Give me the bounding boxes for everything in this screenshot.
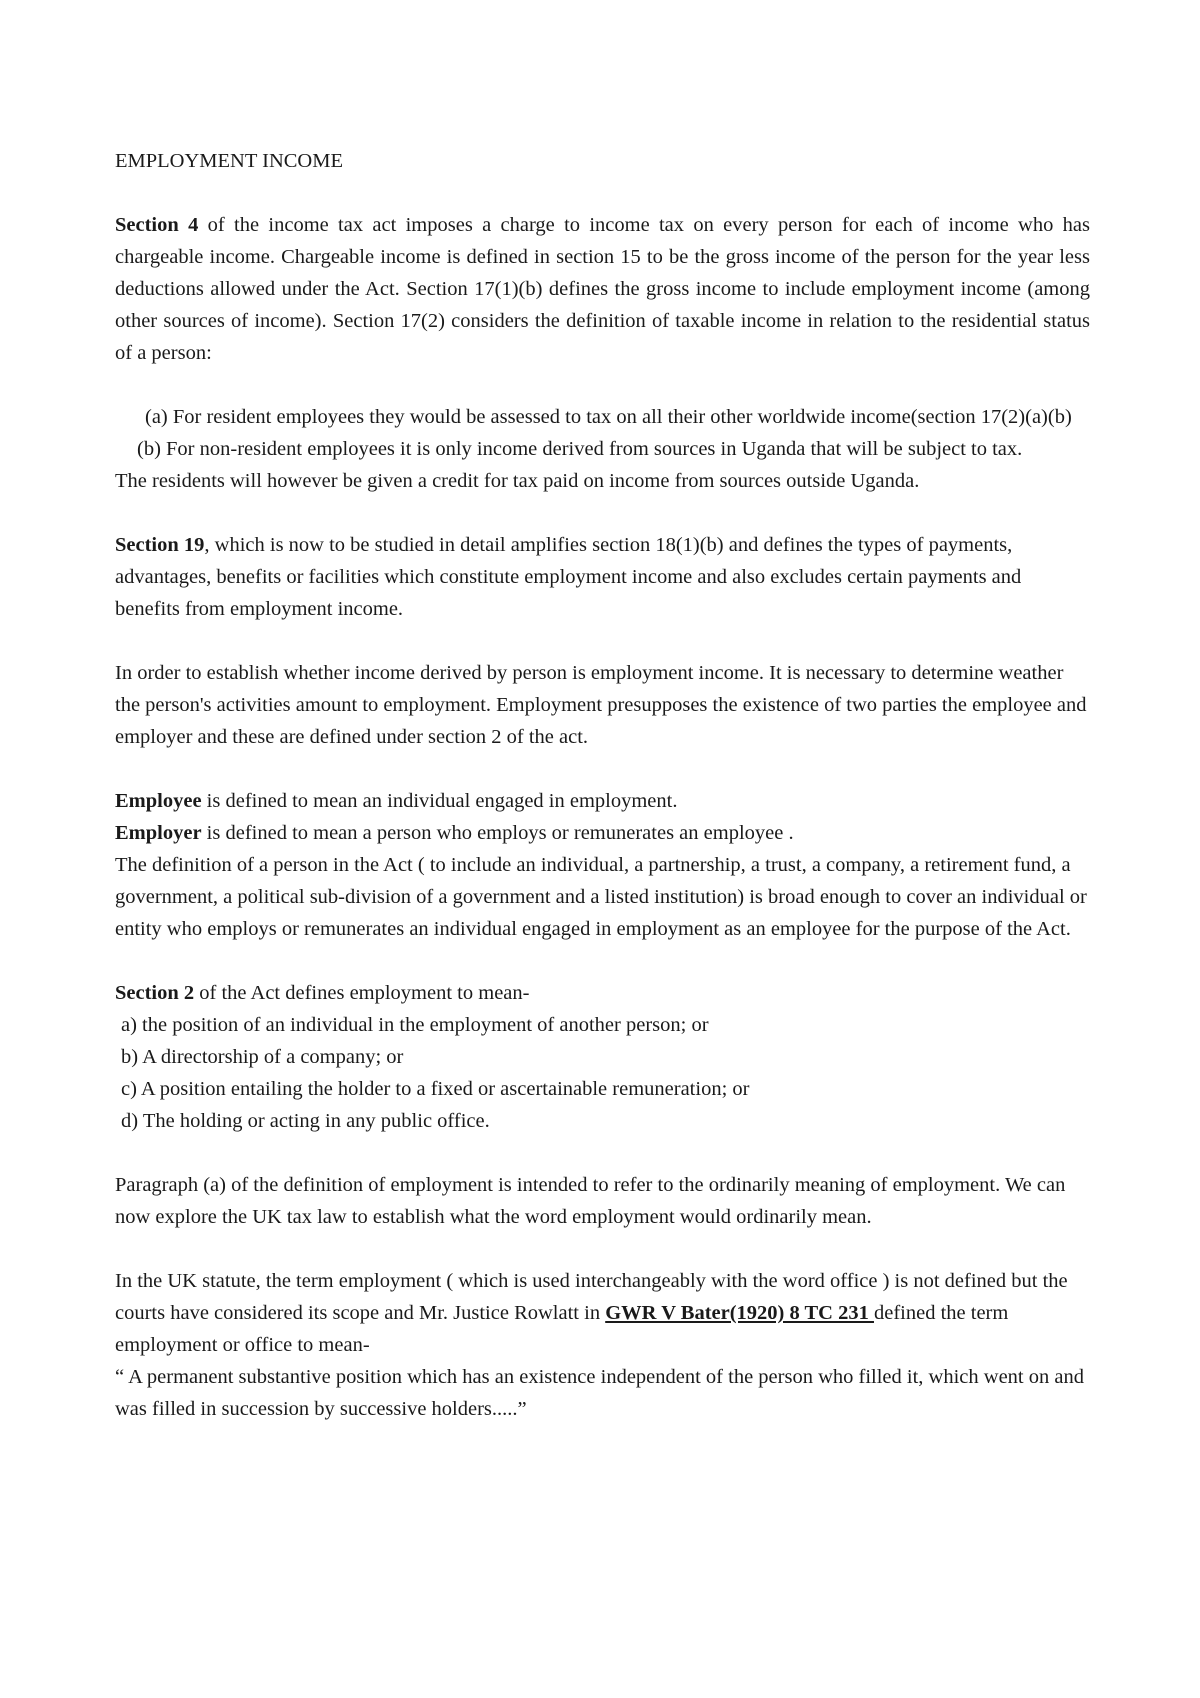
employer-text: is defined to mean a person who employs or remunerates an employee . (201, 822, 794, 844)
paragraph-uk-law: Paragraph (a) of the definition of employment is intended to refer to the ordinarily meaning of employment. We can now explore the UK tax law to establish what the word employment would ordinarily mean. (115, 1174, 1066, 1228)
paragraph-section-4 (115, 209, 1090, 369)
document-title: EMPLOYMENT INCOME (115, 150, 343, 172)
paragraph-uk-statute (115, 1265, 1090, 1361)
employee-definition (115, 785, 1090, 817)
residents-note: The residents will however be given a credit for tax paid on income from sources outside Uganda. (115, 470, 920, 492)
employer-definition (115, 817, 1090, 849)
employee-text: is defined to mean an individual engaged in employment. (201, 790, 678, 812)
person-definition: The definition of a person in the Act ( to include an individual, a partnership, a trust, a company, a retirement fund, a government, a political sub-division of a government and a listed institution) is broad enough to cover an individual or entity who employs or remunerates an individual engaged in employment as an employee for the purpose of the Act. (115, 854, 1087, 940)
case-citation: GWR V Bater(1920) 8 TC 231 (605, 1302, 874, 1324)
employer-label: Employer (115, 822, 202, 844)
section-2-intro (115, 977, 1090, 1009)
paragraph-section-19 (115, 529, 1090, 625)
definition-item-c: c) A position entailing the holder to a fixed or ascertainable remuneration; or (121, 1078, 750, 1100)
list-item-non-resident: (b) For non-resident employees it is only income derived from sources in Uganda that will be subject to tax. (137, 438, 1023, 460)
paragraph-employment-test: In order to establish whether income derived by person is employment income. It is necessary to determine weather the person's activities amount to employment. Employment presupposes the existence of two parties the employee and employer and these are defined under section 2 of the act. (115, 662, 1087, 748)
definition-item-a: a) the position of an individual in the employment of another person; or (121, 1014, 709, 1036)
employee-label: Employee (115, 790, 202, 812)
section-19-label: Section 19 (115, 534, 205, 556)
section-4-label: Section 4 (115, 214, 199, 236)
definition-item-d: d) The holding or acting in any public office. (121, 1110, 490, 1132)
uk-statute-text: In the UK statute, the term employment ( which is used interchangeably with the word office ) is not defined but the courts have considered its scope and Mr. Justice Rowlatt in (115, 1270, 1068, 1324)
section-19-text: , which is now to be studied in detail amplifies section 18(1)(b) and defines the types of payments, advantages, benefits or facilities which constitute employment income and also excludes certain payments and benefits from employment income. (115, 534, 1022, 620)
section-2-label: Section 2 (115, 982, 195, 1004)
section-4-text: of the income tax act imposes a charge to income tax on every person for each of income who has chargeable income. Chargeable income is defined in section 15 to be the gross income of the person for the year less deductions allowed under the Act. Section 17(1)(b) defines the gross income to include employment income (among other sources of income). Section 17(2) considers the definition of taxable income in relation to the residential status of a person: (115, 214, 1090, 364)
uk-statute-text-end: defined the term employment or office to mean- (115, 1302, 1009, 1356)
document-body (115, 145, 1090, 1425)
definition-item-b: b) A directorship of a company; or (121, 1046, 404, 1068)
list-item-resident: (a) For resident employees they would be assessed to tax on all their other worldwide income(section 17(2)(a)(b) (145, 406, 1072, 428)
section-2-text: of the Act defines employment to mean- (194, 982, 530, 1004)
quotation: “ A permanent substantive position which has an existence independent of the person who filled it, which went on and was filled in succession by successive holders.....” (115, 1366, 1084, 1420)
